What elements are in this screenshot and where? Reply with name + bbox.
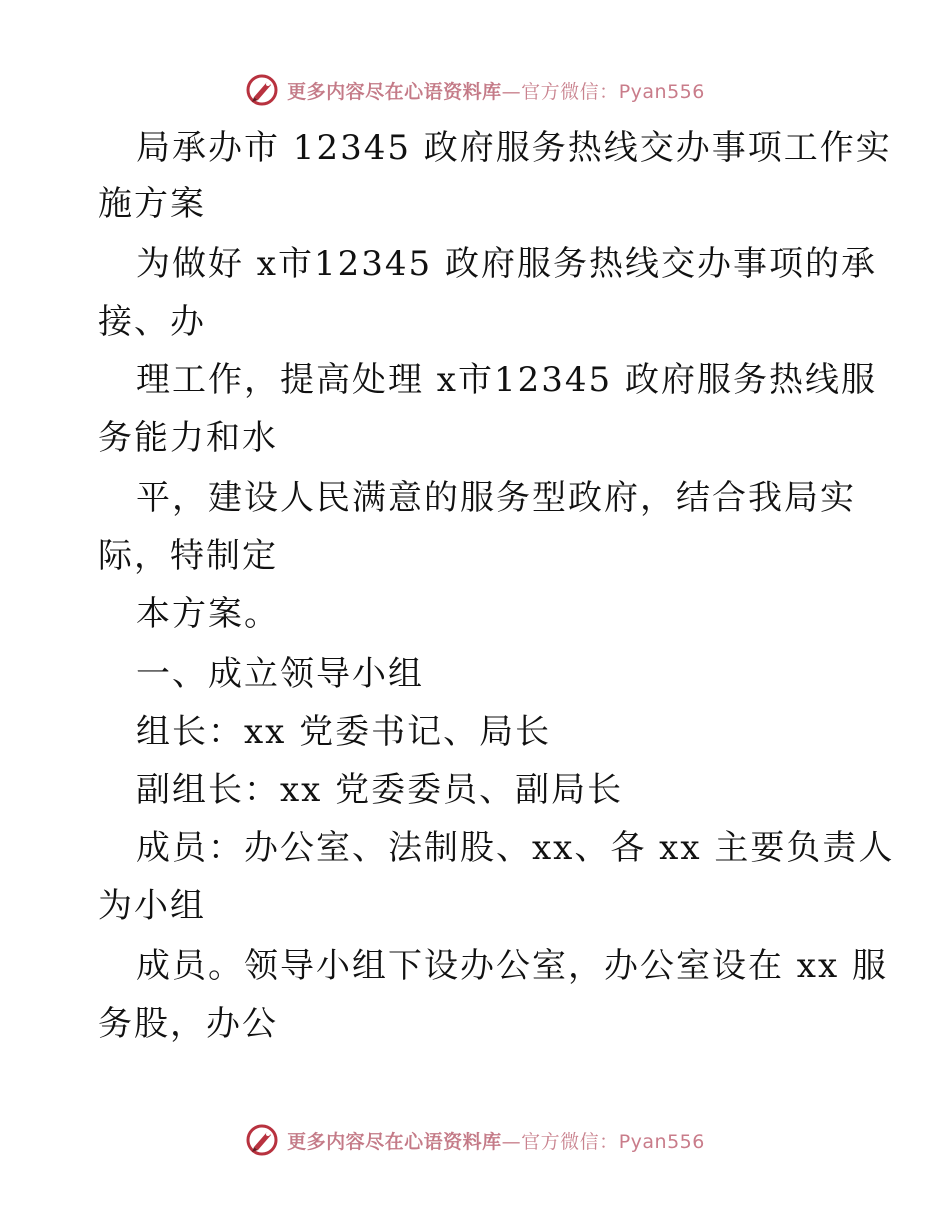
pen-logo-icon xyxy=(245,73,279,107)
watermark-sub: 官方微信： xyxy=(521,80,619,103)
watermark-main: 更多内容尽在心语资料库 xyxy=(287,80,502,103)
watermark-text xyxy=(287,77,705,104)
doc-paragraph-line: 组长：xx 党委书记、局长 xyxy=(136,712,552,752)
watermark-id: Pyan556 xyxy=(618,1130,705,1153)
doc-paragraph-line: 成员：办公室、法制股、xx、各 xx 主要负责人 xyxy=(136,828,895,868)
watermark-header xyxy=(0,70,950,110)
doc-paragraph-line: 副组长：xx 党委委员、副局长 xyxy=(136,770,624,810)
doc-paragraph-line: 为小组 xyxy=(98,886,206,926)
doc-title-line-2: 施方案 xyxy=(98,184,206,224)
watermark-id: Pyan556 xyxy=(618,80,705,103)
doc-section-heading: 一、成立领导小组 xyxy=(136,654,424,694)
watermark-dash: — xyxy=(501,1130,522,1153)
doc-paragraph-line: 务股，办公 xyxy=(98,1004,278,1044)
doc-paragraph-line: 接、办 xyxy=(98,302,206,342)
watermark-text xyxy=(287,1127,705,1154)
doc-paragraph-line: 成员。领导小组下设办公室，办公室设在 xx 服 xyxy=(136,946,888,986)
doc-title-line-1: 局承办市 12345 政府服务热线交办事项工作实 xyxy=(136,128,892,168)
doc-paragraph-line: 为做好 x市12345 政府服务热线交办事项的承 xyxy=(136,244,877,284)
doc-paragraph-line: 理工作，提高处理 x市12345 政府服务热线服 xyxy=(136,360,877,400)
watermark-main: 更多内容尽在心语资料库 xyxy=(287,1130,502,1153)
doc-paragraph-line: 本方案。 xyxy=(136,594,280,634)
doc-paragraph-line: 平，建设人民满意的服务型政府，结合我局实 xyxy=(136,478,856,518)
pen-logo-icon xyxy=(245,1123,279,1157)
doc-paragraph-line: 际，特制定 xyxy=(98,536,278,576)
watermark-footer xyxy=(0,1120,950,1160)
watermark-dash: — xyxy=(501,80,522,103)
watermark-sub: 官方微信： xyxy=(521,1130,619,1153)
doc-paragraph-line: 务能力和水 xyxy=(98,418,278,458)
